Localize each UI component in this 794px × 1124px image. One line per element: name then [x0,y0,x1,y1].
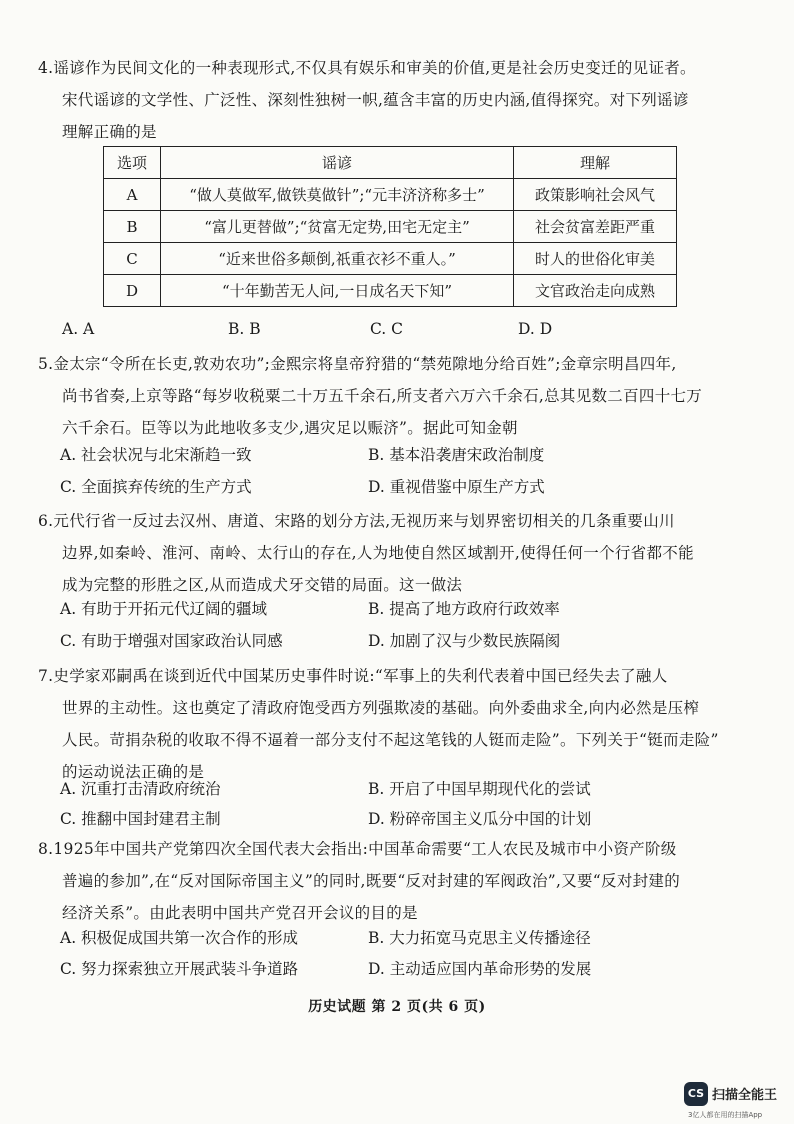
stem-line: 成为完整的形胜之区,从而造成犬牙交错的局面。这一做法 [62,576,463,594]
stem-line: 4.谣谚作为民间文化的一种表现形式,不仅具有娱乐和审美的价值,更是社会历史变迁的见证者。 [38,59,696,77]
question-5-options [60,443,760,507]
question-7-stem [38,660,778,788]
stem-line: 的运动说法正确的是 [62,763,205,781]
table-cell: C [104,243,161,275]
table-row [104,179,677,211]
proverb-table [103,146,677,307]
watermark-app-name: 扫描全能王 [712,1088,778,1103]
option-d: D. 重视借鉴中原生产方式 [368,478,545,496]
stem-line: 宋代谣谚的文学性、广泛性、深刻性独树一帜,蕴含丰富的历史内涵,值得探究。对下列谣谚 [62,91,689,109]
question-4-stem [38,52,778,148]
option-b: B. B [228,320,261,338]
question-5-stem [38,348,778,444]
question-6-options [60,597,760,661]
option-a: A. 沉重打击清政府统治 [60,780,221,798]
question-8-options [60,926,760,990]
option-d: D. D [518,320,553,338]
table-cell: 社会贫富差距严重 [514,211,677,243]
stem-line: 理解正确的是 [62,123,157,141]
option-d: D. 粉碎帝国主义瓜分中国的计划 [368,810,592,828]
option-c: C. 努力探索独立开展武装斗争道路 [60,960,299,978]
table-cell: B [104,211,161,243]
table-row [104,211,677,243]
stem-line: 尚书省奏,上京等路“每岁收税粟二十万五千余石,所支者六万六千余石,总其见数二百四十七万 [62,387,703,405]
option-b: B. 提高了地方政府行政效率 [368,600,560,618]
option-d: D. 加剧了汉与少数民族隔阂 [368,632,561,650]
table-header: 理解 [514,147,677,179]
stem-line: 边界,如秦岭、淮河、南岭、太行山的存在,人为地使自然区域割开,使得任何一个行省都不能 [62,544,694,562]
option-a: A. A [62,320,95,338]
stem-line: 六千余石。臣等以为此地收多支少,遇灾足以赈济”。据此可知金朝 [62,419,518,437]
table-header: 选项 [104,147,161,179]
page-footer: 历史试题 第 2 页(共 6 页) [308,999,486,1015]
question-8-stem [38,833,778,929]
option-d: D. 主动适应国内革命形势的发展 [368,960,592,978]
watermark-tagline: 3亿人都在用的扫描App [688,1111,763,1119]
table-row [104,243,677,275]
option-b: B. 基本沿袭唐宋政治制度 [368,446,545,464]
option-c: C. 有助于增强对国家政治认同感 [60,632,283,650]
table-cell: A [104,179,161,211]
table-cell: “十年勤苦无人问,一日成名天下知” [161,275,514,307]
option-b: B. 大力拓宽马克思主义传播途径 [368,929,591,947]
option-a: A. 有助于开拓元代辽阔的疆域 [60,600,268,618]
stem-line: 经济关系”。由此表明中国共产党召开会议的目的是 [62,904,418,922]
question-7-options [60,777,760,841]
table-cell: “近来世俗多颠倒,祇重衣衫不重人。” [161,243,514,275]
stem-line: 世界的主动性。这也奠定了清政府饱受西方列强欺凌的基础。向外委曲求全,向内必然是压榨 [62,699,700,717]
question-4-options [62,320,762,350]
table-cell: “做人莫做军,做铁莫做针”;“元丰济济称多士” [161,179,514,211]
option-c: C. 全面摈弃传统的生产方式 [60,478,252,496]
table-header: 谣谚 [161,147,514,179]
table-cell: 政策影响社会风气 [514,179,677,211]
scanner-watermark [682,1080,794,1124]
stem-line: 人民。苛捐杂税的收取不得不逼着一部分支付不起这笔钱的人铤而走险”。下列关于“铤而走险” [62,731,719,749]
table-cell: 文官政治走向成熟 [514,275,677,307]
table-row [104,275,677,307]
table-header-row [104,147,677,179]
camscanner-logo-icon: CS [684,1082,708,1106]
table-cell: 时人的世俗化审美 [514,243,677,275]
option-c: C. C [370,320,404,338]
stem-line: 6.元代行省一反过去汉州、唐道、宋路的划分方法,无视历来与划界密切相关的几条重要山川 [38,512,675,530]
option-a: A. 积极促成国共第一次合作的形成 [60,929,299,947]
stem-line: 普遍的参加”,在“反对国际帝国主义”的同时,既要“反对封建的军阀政治”,又要“反对封建的 [62,872,681,890]
option-a: A. 社会状况与北宋渐趋一致 [60,446,252,464]
option-c: C. 推翻中国封建君主制 [60,810,221,828]
stem-line: 5.金太宗“令所在长吏,敦劝农功”;金熙宗将皇帝狩猎的“禁苑隙地分给百姓”;金章宗明昌四年, [38,355,677,373]
option-b: B. 开启了中国早期现代化的尝试 [368,780,591,798]
stem-line: 7.史学家邓嗣禹在谈到近代中国某历史事件时说:“军事上的失利代表着中国已经失去了融人 [38,667,668,685]
stem-line: 8.1925年中国共产党第四次全国代表大会指出:中国革命需要“工人农民及城市中小资产阶级 [38,840,677,858]
question-6-stem [38,505,778,601]
table-cell: D [104,275,161,307]
table-cell: “富儿更替做”;“贫富无定势,田宅无定主” [161,211,514,243]
